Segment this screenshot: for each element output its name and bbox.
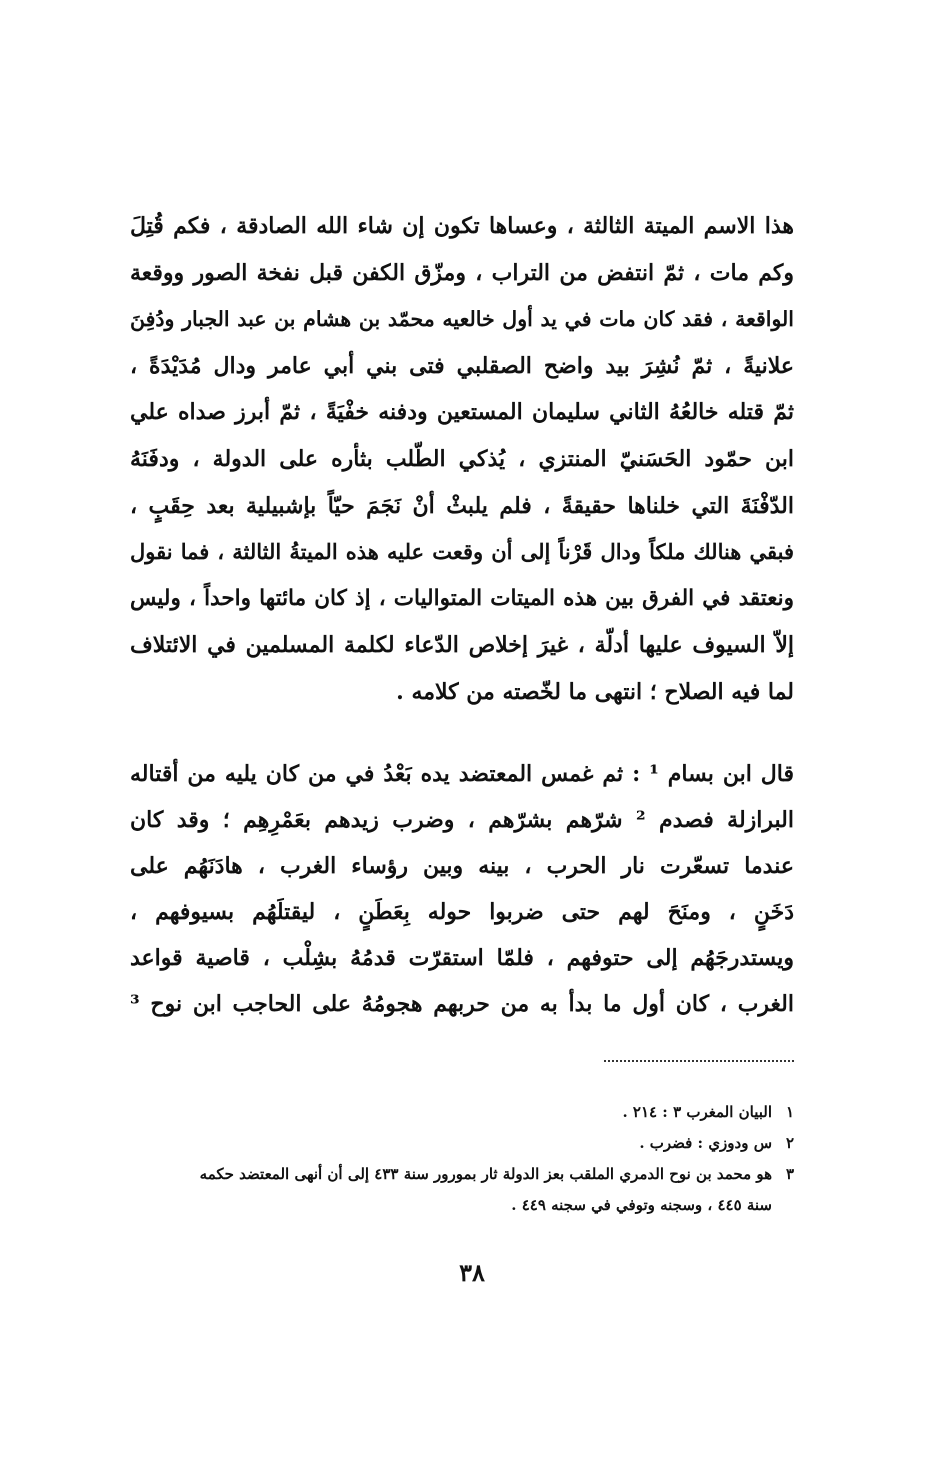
text-line: هذا الاسم الميتة الثالثة ، وعساها تكون إن شاء الله الصادقة ، فكم قُتِلَ <box>130 213 794 239</box>
footnote-divider <box>604 1060 794 1062</box>
main-text <box>130 203 794 1027</box>
paragraph-2 <box>130 751 794 1027</box>
footnote-3 <box>130 1159 794 1190</box>
text-line: البرازلة فصدم ² شرّهم بشرّهم ، وضرب زيدهم بعَمْرِهِم ؛ وقد كان <box>130 806 794 833</box>
text-line: دَخَنٍ ، ومنَحَ لهم حتى ضربوا حوله بِعَطَنٍ ، ليقتلَهُم بسيوفهم ، <box>130 898 794 925</box>
text-line: ثمّ قتله خالعُهُ الثاني سليمان المستعين ودفنه خفْيَةً ، ثمّ أبرز صداه علي <box>130 399 794 426</box>
text-line: ويستدرجَهُم إلى حتوفهم ، فلمّا استقرّت قدمُهُ بشِلْب ، قاصية قواعد <box>130 944 794 971</box>
footnote-text: هو محمد بن نوح الدمري الملقب بعز الدولة ثار بمورور سنة ٤٣٣ إلى أن أنهى المعتضد حكمه <box>199 1165 772 1183</box>
footnote-number: ٢ <box>785 1134 794 1152</box>
footnote-1 <box>130 1097 794 1128</box>
text-line: عندما تسعّرت نار الحرب ، بينه وبين رؤساء الغرب ، هادَنَهُم على <box>130 852 794 879</box>
footnote-number: ١ <box>785 1103 794 1121</box>
text-line: الدّفْنَةَ التي خلناها حقيقةً ، فلم يلبثْ أنْ نَجَمَ حيّاً بإشبيلية بعد حِقَبٍ ، <box>130 492 794 519</box>
text-line: فبقي هنالك ملكاً ودال قَرْناً إلى أن وقعت عليه هذه الميتةُ الثالثة ، فما نقول <box>130 539 794 565</box>
text-line: وكم مات ، ثمّ انتفض من التراب ، ومزّق الكفن قبل نفخة الصور ووقعة <box>130 259 794 286</box>
page-number: ٣٨ <box>459 1258 485 1287</box>
text-line: ابن حمّود الحَسَنيّ المنتزي ، يُذكي الطّلب بثأره على الدولة ، ودفَنَهُ <box>130 445 794 472</box>
text-line: ونعتقد في الفرق بين هذه الميتات المتواليات ، إذ كان مائتها واحداً ، وليس <box>130 585 794 611</box>
footnote-text: البيان المغرب ٣ : ٢١٤ . <box>622 1103 772 1121</box>
footnotes <box>130 1097 794 1221</box>
text-line: إلاّ السيوف عليها أدلّة ، غيرَ إخلاص الدّعاء لكلمة المسلمين في الائتلاف <box>130 632 794 659</box>
text-line: علانيةً ، ثمّ نُشِرَ بيد واضح الصقلبي فتى بني أبي عامر ودال مُدَيْدَةً ، <box>130 352 794 379</box>
footnote-number: ٣ <box>785 1165 794 1183</box>
text-line: الغرب ، كان أول ما بدأ به من حربهم هجومُهُ على الحاجب ابن نوح ³ <box>130 990 794 1017</box>
text-line: لما فيه الصلاح ؛ انتهى ما لخّصته من كلامه . <box>396 678 794 705</box>
text-line: قال ابن بسام ¹ : ثم غمس المعتضد يده بَعْدُ في من كان يليه من أقتاله <box>130 760 794 787</box>
paragraph-1 <box>130 203 794 716</box>
footnote-text: س ودوزي : فضرب . <box>639 1134 772 1152</box>
footnote-3-continued: سنة ٤٤٥ ، وسجنه وتوفي في سجنه ٤٤٩ . <box>511 1196 772 1214</box>
text-line: الواقعة ، فقد كان مات في يد أول خالعيه محمّد بن هشام بن عبد الجبار ودُفِنَ <box>130 307 794 332</box>
footnote-2 <box>130 1128 794 1159</box>
paragraph-spacer <box>130 716 794 751</box>
